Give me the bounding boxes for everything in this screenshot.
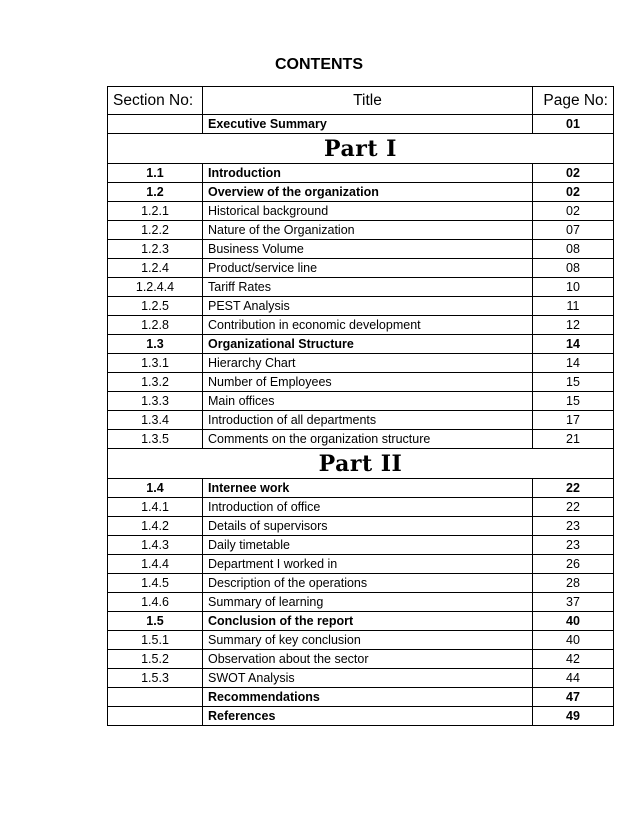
entry-title: Department I worked in — [203, 555, 533, 574]
section-number: 1.2.1 — [108, 202, 203, 221]
page-number: 28 — [533, 574, 614, 593]
entry-title: Conclusion of the report — [203, 612, 533, 631]
section-number: 1.2.5 — [108, 297, 203, 316]
entry-title: Observation about the sector — [203, 650, 533, 669]
page-number: 47 — [533, 688, 614, 707]
table-row — [108, 479, 614, 498]
page-number: 14 — [533, 335, 614, 354]
section-number: 1.3.3 — [108, 392, 203, 411]
table-row — [108, 392, 614, 411]
entry-title: Number of Employees — [203, 373, 533, 392]
part-heading-row — [108, 134, 614, 164]
page-title: CONTENTS — [275, 56, 363, 73]
entry-title: Business Volume — [203, 240, 533, 259]
section-number: 1.2.2 — [108, 221, 203, 240]
table-row — [108, 612, 614, 631]
section-number: 1.2.8 — [108, 316, 203, 335]
table-row — [108, 631, 614, 650]
title-header: Title — [203, 87, 533, 115]
contents-table — [107, 86, 614, 726]
section-number: 1.3.4 — [108, 411, 203, 430]
page-number: 44 — [533, 669, 614, 688]
table-row — [108, 650, 614, 669]
entry-title: Comments on the organization structure — [203, 430, 533, 449]
page-number: 26 — [533, 555, 614, 574]
page-number: 15 — [533, 392, 614, 411]
table-row — [108, 202, 614, 221]
entry-title: Introduction of all departments — [203, 411, 533, 430]
section-number: 1.4 — [108, 479, 203, 498]
section-number — [108, 115, 203, 134]
page-number: 17 — [533, 411, 614, 430]
page-number: 02 — [533, 202, 614, 221]
table-row — [108, 297, 614, 316]
entry-title: Summary of key conclusion — [203, 631, 533, 650]
section-number: 1.3.2 — [108, 373, 203, 392]
entry-title: Nature of the Organization — [203, 221, 533, 240]
page-header: Page No: — [533, 87, 614, 115]
entry-title: Main offices — [203, 392, 533, 411]
table-row — [108, 688, 614, 707]
section-number: 1.5 — [108, 612, 203, 631]
header-row — [108, 87, 614, 115]
page-number: 23 — [533, 536, 614, 555]
section-number: 1.3.5 — [108, 430, 203, 449]
page-number: 40 — [533, 612, 614, 631]
entry-title: Introduction — [203, 164, 533, 183]
section-number: 1.5.2 — [108, 650, 203, 669]
page-number: 40 — [533, 631, 614, 650]
part-heading: Part I — [108, 134, 614, 164]
entry-title: Executive Summary — [203, 115, 533, 134]
contents-body — [108, 115, 614, 726]
table-row — [108, 354, 614, 373]
page-number: 49 — [533, 707, 614, 726]
table-row — [108, 164, 614, 183]
section-number: 1.4.2 — [108, 517, 203, 536]
entry-title: Internee work — [203, 479, 533, 498]
page-number: 42 — [533, 650, 614, 669]
page-number: 02 — [533, 164, 614, 183]
page-number: 10 — [533, 278, 614, 297]
table-row — [108, 411, 614, 430]
page-number: 22 — [533, 479, 614, 498]
page-number: 37 — [533, 593, 614, 612]
table-row — [108, 240, 614, 259]
section-number: 1.4.6 — [108, 593, 203, 612]
entry-title: Introduction of office — [203, 498, 533, 517]
part-heading: Part II — [108, 449, 614, 479]
entry-title: SWOT Analysis — [203, 669, 533, 688]
entry-title: Hierarchy Chart — [203, 354, 533, 373]
entry-title: Organizational Structure — [203, 335, 533, 354]
table-row — [108, 316, 614, 335]
section-header: Section No: — [108, 87, 203, 115]
section-number: 1.2.4 — [108, 259, 203, 278]
section-number: 1.1 — [108, 164, 203, 183]
section-number: 1.5.3 — [108, 669, 203, 688]
page-number: 01 — [533, 115, 614, 134]
table-row — [108, 373, 614, 392]
table-row — [108, 555, 614, 574]
page-number: 21 — [533, 430, 614, 449]
page-number: 22 — [533, 498, 614, 517]
page-number: 08 — [533, 240, 614, 259]
entry-title: Overview of the organization — [203, 183, 533, 202]
entry-title: Summary of learning — [203, 593, 533, 612]
entry-title: Recommendations — [203, 688, 533, 707]
table-row — [108, 669, 614, 688]
table-row — [108, 574, 614, 593]
table-row — [108, 221, 614, 240]
table-row — [108, 259, 614, 278]
section-number: 1.3 — [108, 335, 203, 354]
table-row — [108, 593, 614, 612]
section-number: 1.2.4.4 — [108, 278, 203, 297]
entry-title: Product/service line — [203, 259, 533, 278]
table-row — [108, 707, 614, 726]
page-number: 11 — [533, 297, 614, 316]
section-number — [108, 707, 203, 726]
section-number: 1.2 — [108, 183, 203, 202]
section-number — [108, 688, 203, 707]
page-number: 07 — [533, 221, 614, 240]
page-number: 12 — [533, 316, 614, 335]
page-number: 08 — [533, 259, 614, 278]
entry-title: References — [203, 707, 533, 726]
entry-title: Historical background — [203, 202, 533, 221]
part-heading-row — [108, 449, 614, 479]
table-row — [108, 183, 614, 202]
table-row — [108, 335, 614, 354]
page-number: 15 — [533, 373, 614, 392]
page-number: 14 — [533, 354, 614, 373]
entry-title: Tariff Rates — [203, 278, 533, 297]
section-number: 1.3.1 — [108, 354, 203, 373]
section-number: 1.4.4 — [108, 555, 203, 574]
table-row — [108, 278, 614, 297]
page-number: 23 — [533, 517, 614, 536]
table-row — [108, 430, 614, 449]
page-number: 02 — [533, 183, 614, 202]
table-row — [108, 115, 614, 134]
entry-title: Description of the operations — [203, 574, 533, 593]
section-number: 1.4.5 — [108, 574, 203, 593]
section-number: 1.5.1 — [108, 631, 203, 650]
table-row — [108, 498, 614, 517]
entry-title: PEST Analysis — [203, 297, 533, 316]
table-row — [108, 517, 614, 536]
entry-title: Details of supervisors — [203, 517, 533, 536]
section-number: 1.4.3 — [108, 536, 203, 555]
section-number: 1.4.1 — [108, 498, 203, 517]
section-number: 1.2.3 — [108, 240, 203, 259]
entry-title: Daily timetable — [203, 536, 533, 555]
table-row — [108, 536, 614, 555]
entry-title: Contribution in economic development — [203, 316, 533, 335]
